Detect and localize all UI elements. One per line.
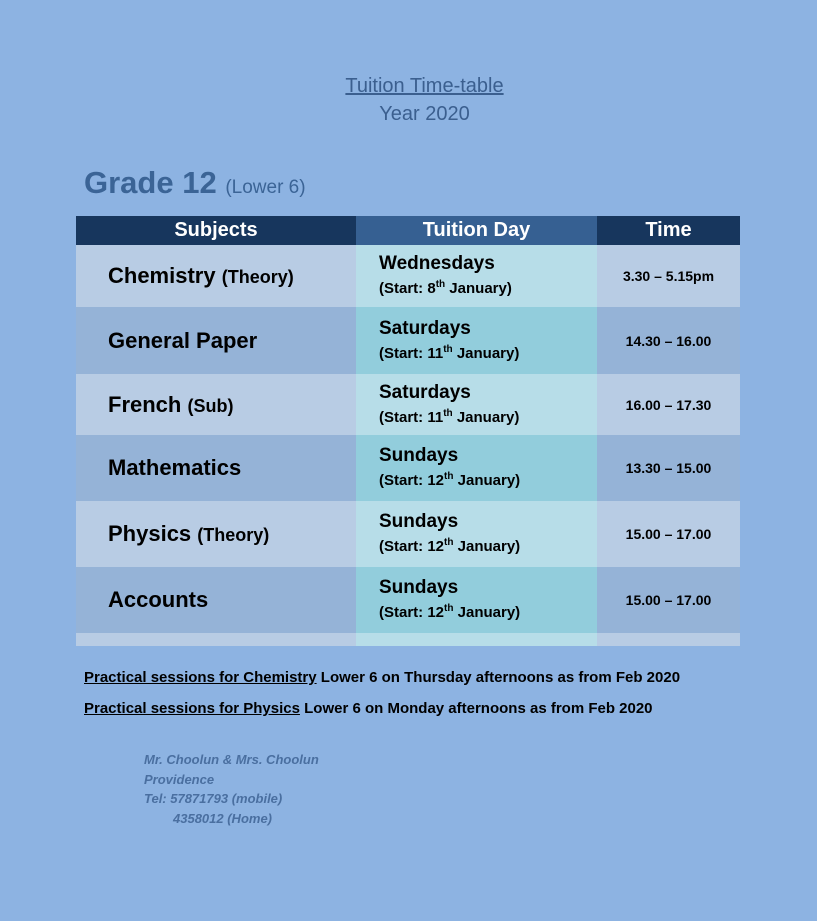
table-row <box>76 435 740 501</box>
timetable-title: Tuition Time-table <box>345 75 504 97</box>
grade-label: Grade 12 <box>84 165 217 200</box>
time-cell: 3.30 – 5.15pm <box>597 245 740 307</box>
table-row <box>76 245 740 307</box>
contact-tel: Tel: 57871793 (mobile) <box>144 791 283 806</box>
time-cell: 15.00 – 17.00 <box>597 567 740 633</box>
spacer-cell <box>356 633 597 646</box>
day-cell: Saturdays (Start: 11th January) <box>356 374 597 435</box>
column-header-subjects: Subjects <box>76 216 356 245</box>
contact-info <box>144 750 319 828</box>
subject-cell: Accounts <box>76 567 356 633</box>
subject-cell: General Paper <box>76 307 356 374</box>
day-cell: Wednesdays (Start: 8th January) <box>356 245 597 307</box>
table-row <box>76 307 740 374</box>
timetable-year: Year 2020 <box>379 103 470 125</box>
subject-cell: French (Sub) <box>76 374 356 435</box>
grade-heading <box>84 165 306 201</box>
table-header-row <box>76 216 740 245</box>
day-cell: Sundays (Start: 12th January) <box>356 567 597 633</box>
time-cell: 14.30 – 16.00 <box>597 307 740 374</box>
note-chemistry: Practical sessions for Chemistry Lower 6 on Thursday afternoons as from Feb 2020 <box>84 669 681 686</box>
column-header-tuition-day: Tuition Day <box>356 216 597 245</box>
timetable <box>76 216 740 646</box>
contact-names: Mr. Choolun & Mrs. Choolun <box>144 752 319 767</box>
day-cell: Saturdays (Start: 11th January) <box>356 307 597 374</box>
subject-cell: Chemistry (Theory) <box>76 245 356 307</box>
subject-cell: Physics (Theory) <box>76 501 356 567</box>
note-physics: Practical sessions for Physics Lower 6 on Monday afternoons as from Feb 2020 <box>84 700 653 717</box>
grade-sub-label: (Lower 6) <box>225 177 306 198</box>
day-cell: Sundays (Start: 12th January) <box>356 501 597 567</box>
spacer-cell <box>597 633 740 646</box>
day-cell: Sundays (Start: 12th January) <box>356 435 597 501</box>
table-row <box>76 374 740 435</box>
column-header-time: Time <box>597 216 740 245</box>
spacer-cell <box>76 633 356 646</box>
practical-notes <box>84 668 680 730</box>
table-spacer-row <box>76 633 740 646</box>
subject-cell: Mathematics <box>76 435 356 501</box>
contact-home: 4358012 (Home) <box>173 810 272 826</box>
page-title <box>0 72 817 128</box>
time-cell: 13.30 – 15.00 <box>597 435 740 501</box>
table-row <box>76 501 740 567</box>
time-cell: 15.00 – 17.00 <box>597 501 740 567</box>
time-cell: 16.00 – 17.30 <box>597 374 740 435</box>
table-row <box>76 567 740 633</box>
contact-place: Providence <box>144 771 215 787</box>
